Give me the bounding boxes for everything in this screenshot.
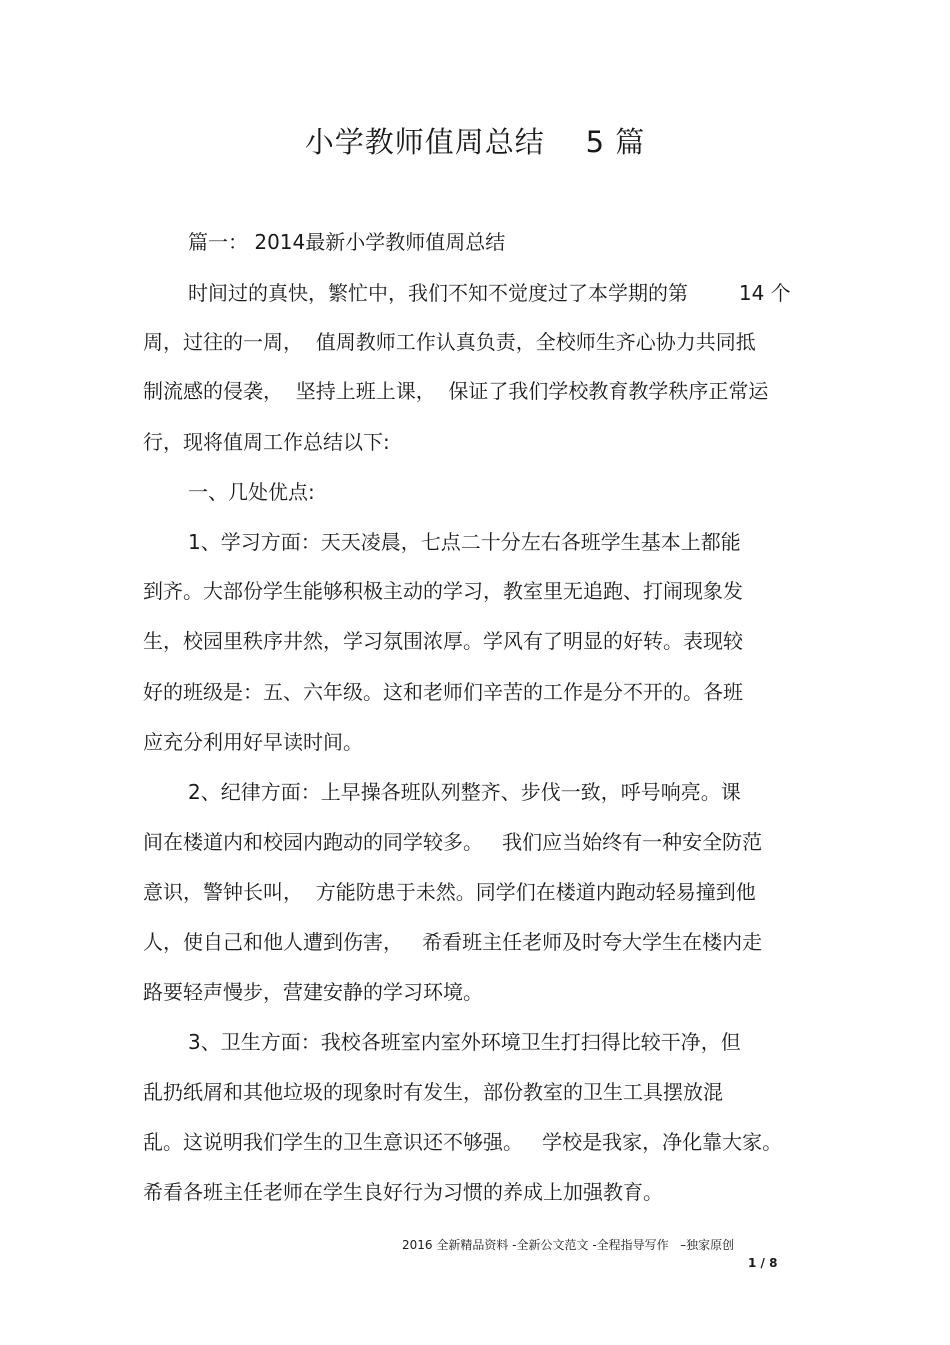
text-line: 1、学习方面：天天凌晨，七点二十分左右各班学生基本上都能 [188, 530, 741, 554]
text-line: 2、纪律方面：上早操各班队列整齐、步伐一致，呼号响亮。课 [188, 780, 741, 804]
text-line: 应充分利用好早读时间。 [143, 730, 363, 754]
text-line: 希看各班主任老师在学生良好行为习惯的养成上加强教育。 [143, 1180, 663, 1204]
text-line: 制流感的侵袭， 坚持上班上课， 保证了我们学校教育教学秩序正常运 [143, 379, 769, 403]
text-line: 3、卫生方面：我校各班室内室外环境卫生打扫得比较干净，但 [188, 1030, 741, 1054]
page-number: 1 / 8 [748, 1256, 778, 1270]
text-line: 路要轻声慢步，营建安静的学习环境。 [143, 980, 483, 1004]
text-line: 篇一： 2014最新小学教师值周总结 [188, 230, 506, 254]
text-line: 乱。这说明我们学生的卫生意识还不够强。 学校是我家，净化靠大家。 [143, 1130, 783, 1154]
text-line: 时间过的真快，繁忙中，我们不知不觉度过了本学期的第 14 个 [188, 281, 791, 305]
text-line: 行，现将值周工作总结以下: [143, 430, 390, 454]
page-title: 小学教师值周总结 5 篇 [304, 125, 646, 159]
text-line: 一、几处优点: [188, 480, 315, 504]
footer-text: 2016 全新精品资料 -全新公文范文 -全程指导写作 –独家原创 [402, 1238, 735, 1252]
text-line: 周，过往的一周， 值周教师工作认真负责，全校师生齐心协力共同抵 [143, 330, 756, 354]
text-line: 好的班级是：五、六年级。这和老师们辛苦的工作是分不开的。各班 [143, 680, 743, 704]
text-line: 乱扔纸屑和其他垃圾的现象时有发生，部份教室的卫生工具摆放混 [143, 1080, 723, 1104]
text-line: 到齐。大部份学生能够积极主动的学习，教室里无追跑、打闹现象发 [143, 579, 743, 603]
text-line: 间在楼道内和校园内跑动的同学较多。 我们应当始终有一种安全防范 [143, 830, 763, 854]
text-line: 生，校园里秩序井然，学习氛围浓厚。学风有了明显的好转。表现较 [143, 629, 743, 653]
text-line: 人，使自己和他人遭到伤害， 希看班主任老师及时夸大学生在楼内走 [143, 930, 763, 954]
text-line: 意识，警钟长叫， 方能防患于未然。同学们在楼道内跑动轻易撞到他 [143, 880, 756, 904]
